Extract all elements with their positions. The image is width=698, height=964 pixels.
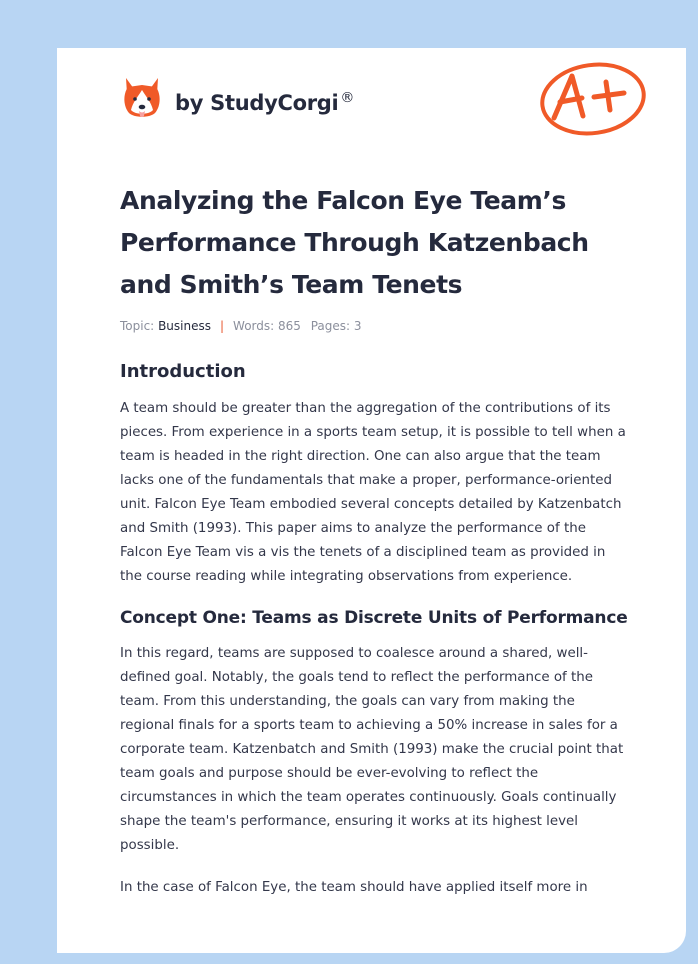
concept-one-paragraph-2: In the case of Falcon Eye, the team should have applied itself more in [120, 880, 588, 895]
registered-mark: ® [340, 89, 355, 106]
brand-name[interactable] [175, 90, 354, 115]
section-heading-concept-one: Concept One: Teams as Discrete Units of Performance [120, 608, 628, 628]
introduction-paragraph: A team should be greater than the aggregation of the contributions of its pieces. From experience in a sports team setup, it is possible to tell when a team is headed in the right direction. One can also argue that the team lacks one of the fundamentals that make a proper, performance-oriented unit. Falcon Eye Team embodied several concepts detailed by Katzenbatch and Smith (1993). This paper aims to analyze the performance of the Falcon Eye Team vis a vis the tenets of a disciplined team as provided in the course reading while integrating observations from experience. [120, 401, 626, 584]
concept-one-paragraph-1: In this regard, teams are supposed to coalesce around a shared, well-defined goal. Notably, the goals tend to reflect the performance of the team. From this understanding, the goals can vary from making the regional finals for a sports team to achieving a 50% increase in sales for a corporate team. Katzenbatch and Smith (1993) make the crucial point that team goals and purpose should be ever-evolving to reflect the circumstances in which the team operates continuously. Goals continually shape the team's performance, ensuring it works at its highest level possible. [120, 646, 624, 853]
words-label: Words: [233, 319, 275, 333]
topic-link[interactable]: Business [158, 319, 211, 333]
corgi-logo-icon [121, 76, 163, 120]
section-heading-introduction: Introduction [120, 361, 246, 382]
article-meta [120, 319, 630, 333]
words-count: 865 [278, 319, 301, 333]
a-plus-grade-icon [538, 60, 648, 138]
pages-label: Pages: [310, 319, 351, 333]
meta-separator: | [219, 319, 225, 333]
article [120, 180, 630, 900]
pages-count: 3 [353, 319, 362, 333]
topic-label: Topic: [120, 319, 155, 333]
brand-text: by StudyCorgi [175, 90, 339, 115]
header [121, 76, 354, 120]
document-page [57, 48, 686, 953]
article-title: Analyzing the Falcon Eye Team’s Performance Through Katzenbach and Smith’s Team Tenets [120, 186, 589, 299]
